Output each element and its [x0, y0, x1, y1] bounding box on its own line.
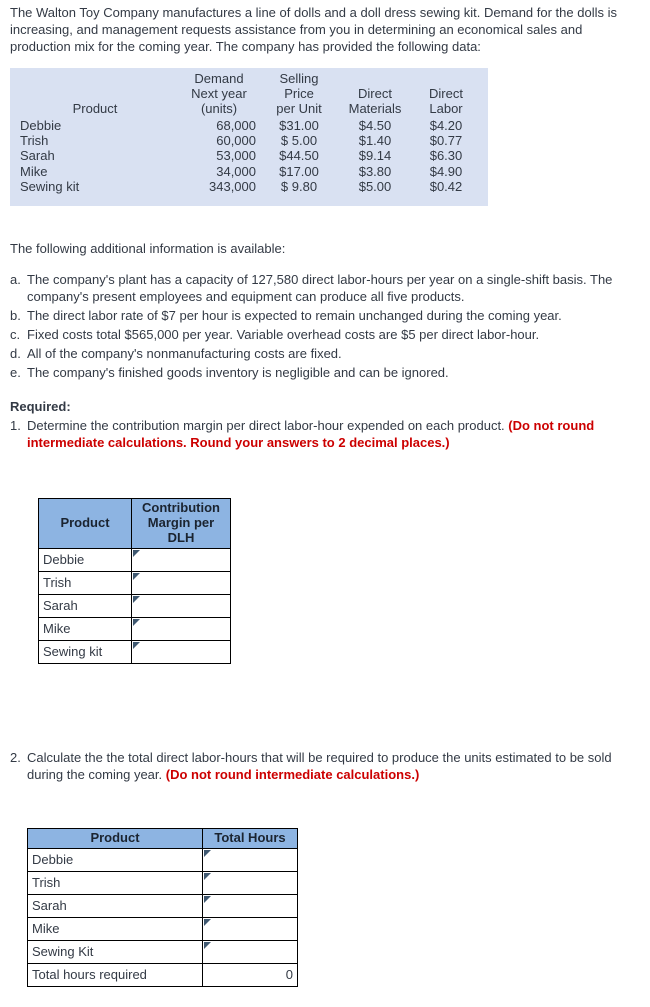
- info-item-b: [10, 308, 640, 325]
- labor-value: $0.77: [429, 132, 463, 148]
- row-label: Trish: [39, 571, 132, 594]
- answer-marker-icon: [133, 596, 140, 603]
- answer-cell-hours-trish[interactable]: [203, 871, 298, 894]
- hours-header-total: Total Hours: [203, 828, 298, 848]
- answer-marker-icon: [133, 550, 140, 557]
- item-letter: a.: [10, 272, 21, 288]
- info-item-a: [10, 272, 640, 306]
- price-value: $44.50: [279, 148, 319, 164]
- materials-value: $3.80: [358, 163, 392, 179]
- hours-row-mike: [28, 917, 298, 940]
- row-label: Sarah: [39, 594, 132, 617]
- requirement-1: [10, 418, 640, 452]
- info-item-d: [10, 346, 640, 363]
- demand-value: 34,000: [216, 163, 256, 179]
- table-row-sarah: [14, 148, 478, 163]
- row-label: Trish: [28, 871, 203, 894]
- cm-row-trish: [39, 571, 231, 594]
- table-row-mike: [14, 164, 478, 179]
- labor-value: $4.20: [429, 117, 463, 133]
- cm-header-margin: Contribution Margin per DLH: [132, 499, 231, 549]
- answer-marker-icon: [133, 573, 140, 580]
- row-label: Sewing kit: [39, 640, 132, 663]
- header-selling-price: Selling Price per Unit: [276, 70, 322, 117]
- demand-value: 343,000: [209, 178, 256, 194]
- answer-cell-cm-sewing-kit[interactable]: [132, 640, 231, 663]
- cm-row-sewing-kit: [39, 640, 231, 663]
- labor-value: $4.90: [429, 163, 463, 179]
- answer-cell-hours-sarah[interactable]: [203, 894, 298, 917]
- hours-row-trish: [28, 871, 298, 894]
- answer-cell-cm-sarah[interactable]: [132, 594, 231, 617]
- hours-row-debbie: [28, 848, 298, 871]
- hours-row-total: [28, 963, 298, 986]
- item-text: The company's plant has a capacity of 127,580 direct labor-hours per year on a single-shift basis. The company's present employees and equipment can produce all five products.: [27, 272, 613, 304]
- materials-value: $5.00: [358, 178, 392, 194]
- row-label: Mike: [28, 917, 203, 940]
- materials-value: $1.40: [358, 132, 392, 148]
- requirement-number: 2.: [10, 749, 21, 765]
- answer-cell-hours-sewing-kit[interactable]: [203, 940, 298, 963]
- item-letter: d.: [10, 345, 21, 361]
- hours-row-sarah: [28, 894, 298, 917]
- demand-data-table: [14, 71, 478, 195]
- demand-table-header-row: [14, 71, 478, 118]
- hours-row-sewing-kit: [28, 940, 298, 963]
- answer-marker-icon: [204, 942, 211, 949]
- demand-value: 53,000: [216, 148, 256, 164]
- product-name: Sewing kit: [20, 178, 80, 194]
- answer-cell-hours-mike[interactable]: [203, 917, 298, 940]
- requirement-note: (Do not round intermediate calculations.): [165, 766, 420, 782]
- demand-value: 60,000: [216, 132, 256, 148]
- item-letter: e.: [10, 364, 21, 380]
- answer-cell-cm-debbie[interactable]: [132, 548, 231, 571]
- answer-marker-icon: [204, 919, 211, 926]
- cm-header-product: Product: [39, 499, 132, 549]
- contribution-margin-table: [38, 498, 231, 664]
- item-text: Fixed costs total $565,000 per year. Variable overhead costs are $5 per direct labor-hour.: [27, 326, 540, 342]
- requirement-text: Determine the contribution margin per direct labor-hour expended on each product. (Do not round intermediate calculations. Round your answers to 2 decimal places.): [27, 418, 595, 451]
- row-label: Debbie: [28, 848, 203, 871]
- labor-value: $0.42: [429, 178, 463, 194]
- materials-value: $4.50: [358, 117, 392, 133]
- requirement-2: [10, 750, 640, 784]
- item-text: The direct labor rate of $7 per hour is expected to remain unchanged during the coming year.: [27, 307, 562, 323]
- demand-value: 68,000: [216, 117, 256, 133]
- item-text: The company's finished goods inventory is negligible and can be ignored.: [27, 364, 449, 380]
- additional-info-list: [10, 272, 640, 381]
- header-product: Product: [72, 101, 118, 117]
- answer-cell-hours-debbie[interactable]: [203, 848, 298, 871]
- header-demand: Demand Next year (units): [191, 70, 247, 117]
- table-row-trish: [14, 133, 478, 148]
- cm-row-mike: [39, 617, 231, 640]
- price-value: $ 5.00: [280, 132, 318, 148]
- row-label: Sarah: [28, 894, 203, 917]
- product-name: Sarah: [20, 148, 55, 164]
- problem-intro: The Walton Toy Company manufactures a line of dolls and a doll dress sewing kit. Demand for the dolls is increasing, and management requests assistance from you in determining an economical sales and production mix for the coming year. The company has provided the following data:: [10, 5, 617, 54]
- labor-value: $6.30: [429, 148, 463, 164]
- required-label: Required:: [10, 399, 71, 415]
- row-label: Debbie: [39, 548, 132, 571]
- info-item-e: [10, 365, 640, 382]
- cm-row-debbie: [39, 548, 231, 571]
- item-text: All of the company's nonmanufacturing costs are fixed.: [27, 345, 342, 361]
- table-row-debbie: [14, 118, 478, 133]
- item-letter: b.: [10, 307, 21, 323]
- answer-marker-icon: [204, 873, 211, 880]
- answer-marker-icon: [133, 619, 140, 626]
- price-value: $31.00: [279, 117, 319, 133]
- cm-table-header-row: [39, 499, 231, 549]
- total-hours-table: [27, 828, 298, 987]
- product-name: Debbie: [20, 117, 62, 133]
- answer-marker-icon: [133, 642, 140, 649]
- demand-data-table-wrap: [10, 68, 488, 207]
- requirement-text: Calculate the the total direct labor-hours that will be required to produce the units estimated to be sold during the coming year. (Do not round intermediate calculations.): [27, 749, 612, 782]
- hours-table-header-row: [28, 828, 298, 848]
- price-value: $ 9.80: [280, 178, 318, 194]
- answer-marker-icon: [204, 850, 211, 857]
- cm-row-sarah: [39, 594, 231, 617]
- item-letter: c.: [10, 326, 21, 342]
- row-label: Mike: [39, 617, 132, 640]
- additional-info-intro: The following additional information is available:: [10, 241, 286, 257]
- answer-cell-cm-trish[interactable]: [132, 571, 231, 594]
- materials-value: $9.14: [358, 148, 392, 164]
- row-label: Sewing Kit: [28, 940, 203, 963]
- answer-marker-icon: [204, 896, 211, 903]
- product-name: Mike: [20, 163, 48, 179]
- header-direct-labor: Direct Labor: [429, 86, 463, 117]
- answer-cell-cm-mike[interactable]: [132, 617, 231, 640]
- header-direct-materials: Direct Materials: [348, 86, 402, 117]
- total-hours-value: 0: [203, 963, 298, 986]
- requirement-note: (Do not round intermediate calculations. Round your answers to 2 decimal places.): [27, 418, 595, 451]
- total-hours-label: Total hours required: [28, 963, 203, 986]
- hours-header-product: Product: [28, 828, 203, 848]
- product-name: Trish: [20, 132, 49, 148]
- requirement-number: 1.: [10, 418, 21, 434]
- price-value: $17.00: [279, 163, 319, 179]
- table-row-sewing-kit: [14, 179, 478, 194]
- info-item-c: [10, 327, 640, 344]
